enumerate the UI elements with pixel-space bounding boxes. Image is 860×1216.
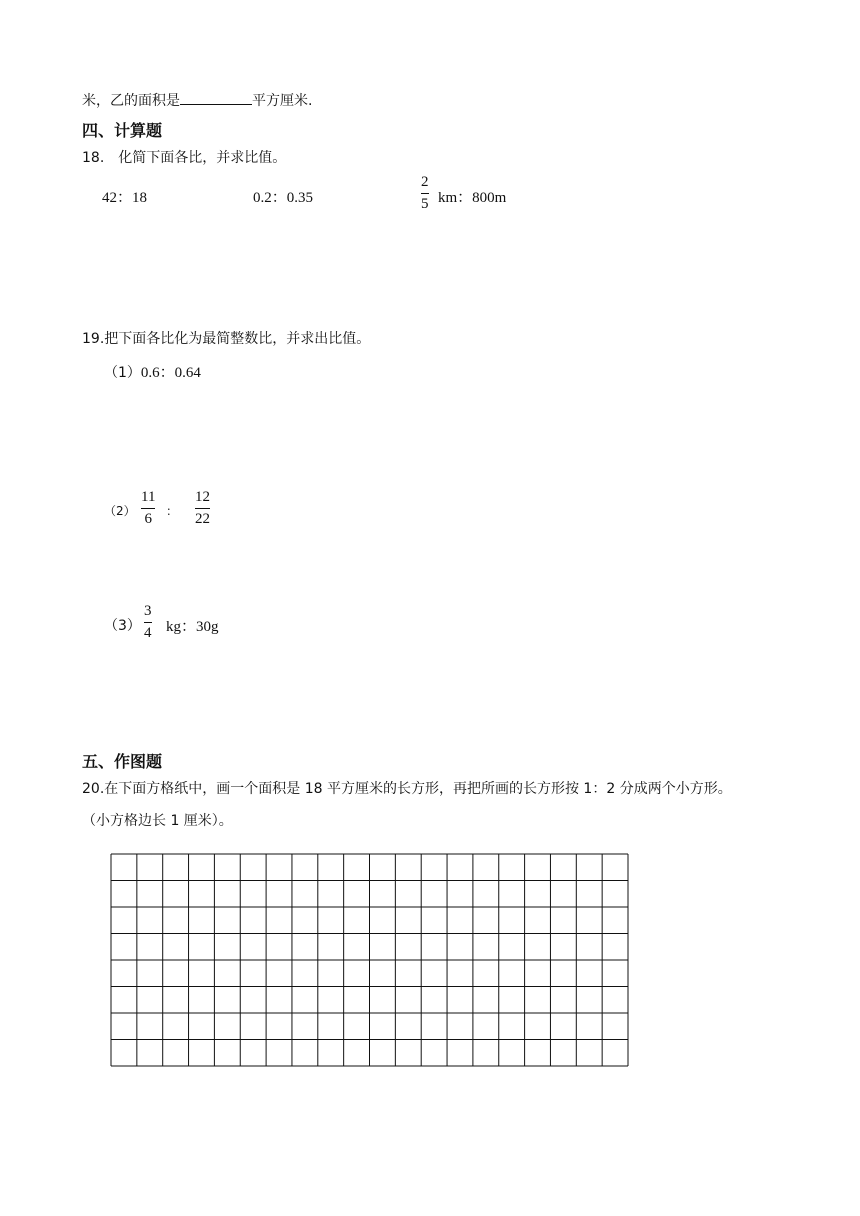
q19-part-1 bbox=[104, 361, 201, 382]
q18-item-1: 42：18 bbox=[102, 190, 148, 206]
q18-item-2: 0.2：0.35 bbox=[253, 190, 314, 206]
question-18-prompt: 化简下面各比，并求比值。 bbox=[118, 150, 287, 166]
section-4-heading: 四、计算题 bbox=[82, 121, 163, 140]
question-19-prompt: 把下面各比化为最简整数比，并求出比值。 bbox=[104, 331, 371, 347]
q19-part-2-label: （2） bbox=[104, 504, 136, 518]
q19-part-2-colon: ： bbox=[166, 504, 179, 518]
section-5-heading: 五、作图题 bbox=[82, 752, 163, 771]
fraction-numerator: 3 bbox=[144, 603, 152, 619]
answer-blank[interactable] bbox=[180, 90, 252, 105]
fraction-numerator: 11 bbox=[141, 489, 156, 505]
fraction-denominator: 6 bbox=[144, 511, 152, 527]
q19-part-1-expr: 0.6：0.64 bbox=[140, 365, 201, 381]
q19-part-1-label: （1） bbox=[104, 365, 141, 381]
fraction-numerator: 12 bbox=[195, 489, 210, 505]
q19-part-2-fraction-a bbox=[141, 489, 155, 528]
carryover-prefix: 米，乙的面积是 bbox=[82, 93, 180, 109]
q18-item-3-rest: km：800m bbox=[438, 190, 507, 206]
fraction-denominator: 4 bbox=[144, 625, 152, 641]
q19-part-3-rest: kg：30g bbox=[166, 619, 219, 635]
fraction-bar bbox=[421, 193, 429, 194]
fraction-denominator: 22 bbox=[195, 511, 210, 527]
fraction-denominator: 5 bbox=[421, 196, 429, 212]
fraction-bar bbox=[141, 508, 155, 509]
fraction-bar bbox=[144, 622, 152, 623]
grid-paper[interactable] bbox=[110, 853, 630, 1068]
carryover-line bbox=[82, 90, 312, 110]
fraction-bar bbox=[195, 508, 210, 509]
question-20-note: （小方格边长 1 厘米）。 bbox=[82, 813, 233, 829]
question-20-number: 20. bbox=[82, 781, 105, 797]
question-18 bbox=[82, 147, 286, 167]
q18-item-3-fraction bbox=[421, 174, 429, 213]
fraction-numerator: 2 bbox=[421, 174, 429, 190]
q19-part-2-fraction-b bbox=[195, 489, 210, 528]
question-20-prompt: 在下面方格纸中，画一个面积是 18 平方厘米的长方形，再把所画的长方形按 1：2 分成两个小方形。 bbox=[104, 781, 732, 797]
question-19 bbox=[82, 328, 370, 348]
q19-part-3-fraction bbox=[144, 603, 152, 642]
q19-part-3-label: （3） bbox=[104, 618, 141, 634]
question-19-number: 19. bbox=[82, 331, 105, 347]
carryover-suffix: 平方厘米. bbox=[252, 93, 313, 109]
question-20 bbox=[82, 778, 732, 798]
question-18-number: 18. bbox=[82, 150, 105, 166]
